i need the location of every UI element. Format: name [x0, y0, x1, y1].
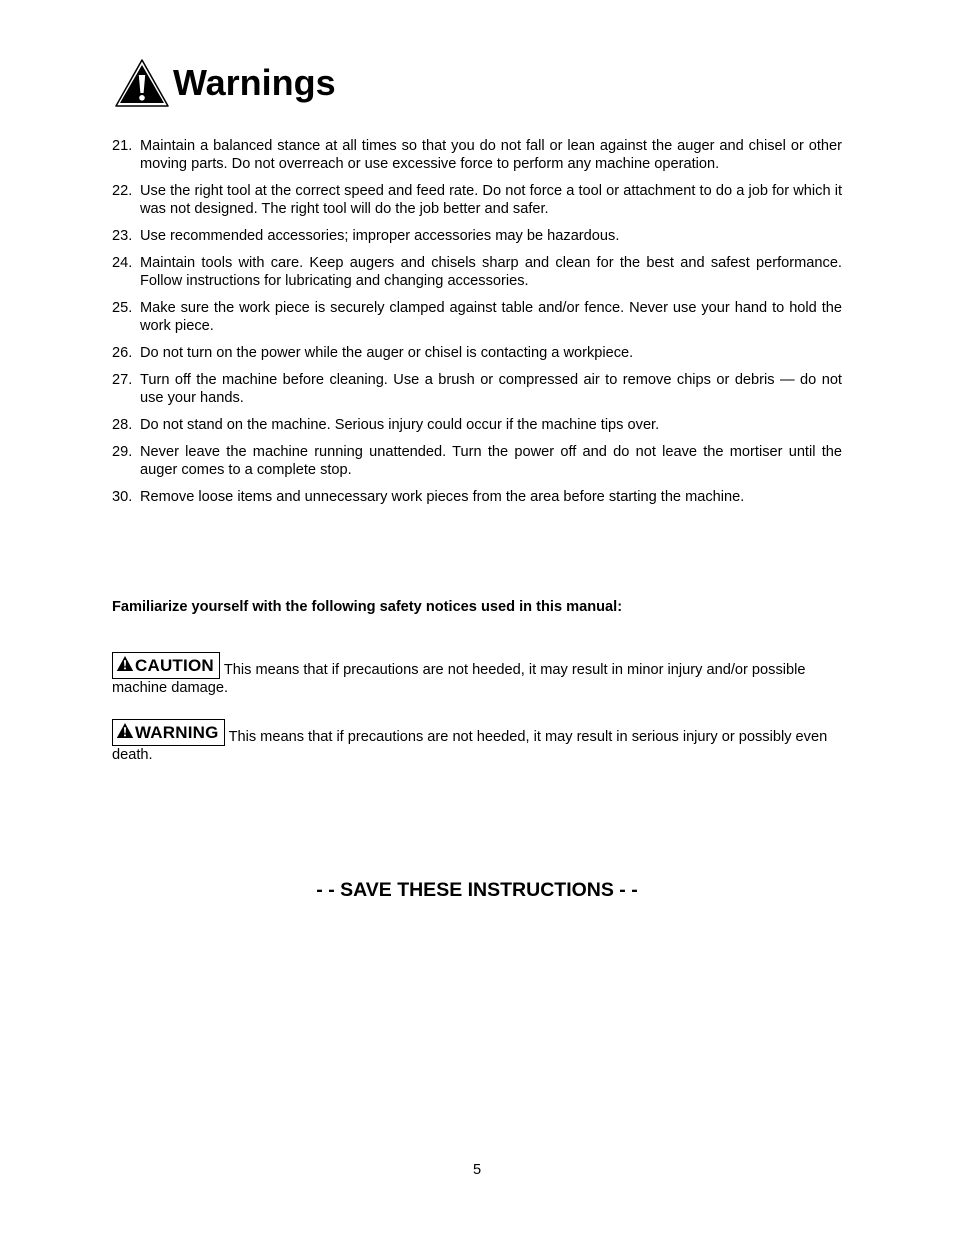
- list-item-number: 21.: [112, 138, 133, 154]
- warning-badge: [112, 719, 225, 746]
- safety-rules-list: [112, 137, 842, 515]
- list-item-number: 22.: [112, 183, 133, 199]
- list-item-number: 29.: [112, 444, 133, 460]
- caution-text: This means that if precautions are not heeded, it may result in minor injury and/or possible machine damage.: [112, 662, 806, 696]
- list-item-number: 27.: [112, 372, 133, 388]
- list-item-number: 24.: [112, 255, 133, 271]
- list-item-text: Never leave the machine running unattended. Turn the power off and do not leave the mortiser until the auger comes to a complete stop.: [140, 444, 842, 478]
- list-item-text: Maintain a balanced stance at all times so that you do not fall or lean against the auger and chisel or other moving parts. Do not overreach or use excessive force to perform any machine operation.: [140, 138, 842, 172]
- list-item: [112, 254, 842, 290]
- save-instructions-heading: - - SAVE THESE INSTRUCTIONS - -: [316, 879, 638, 901]
- list-item: [112, 227, 842, 245]
- list-item-number: 25.: [112, 300, 133, 316]
- list-item-text: Do not stand on the machine. Serious injury could occur if the machine tips over.: [140, 417, 660, 433]
- list-item: [112, 416, 842, 434]
- warning-notice: [112, 719, 842, 764]
- list-item-number: 23.: [112, 228, 133, 244]
- warning-text: This means that if precautions are not heeded, it may result in serious injury or possibly even death.: [112, 729, 828, 763]
- page-number: 5: [472, 1162, 482, 1178]
- list-item-text: Use recommended accessories; improper accessories may be hazardous.: [140, 228, 620, 244]
- list-item: [112, 344, 842, 362]
- warning-triangle-icon: [114, 58, 170, 108]
- list-item-text: Remove loose items and unnecessary work pieces from the area before starting the machine.: [140, 489, 745, 505]
- caution-badge: [112, 652, 220, 679]
- list-item: [112, 371, 842, 407]
- list-item: [112, 443, 842, 479]
- list-item: [112, 137, 842, 173]
- list-item: [112, 299, 842, 335]
- safety-notices-intro: Familiarize yourself with the following safety notices used in this manual:: [112, 599, 623, 615]
- list-item-text: Use the right tool at the correct speed and feed rate. Do not force a tool or attachment to do a job for which it was not designed. The right tool will do the job better and safer.: [140, 183, 842, 217]
- caution-label: CAUTION: [135, 655, 214, 675]
- list-item-text: Make sure the work piece is securely clamped against table and/or fence. Never use your hand to hold the work piece.: [140, 300, 842, 334]
- page-header: [114, 58, 336, 108]
- page-title: Warnings: [173, 62, 336, 103]
- warning-triangle-icon: [116, 722, 135, 743]
- list-item-number: 26.: [112, 345, 133, 361]
- list-item-text: Do not turn on the power while the auger or chisel is contacting a workpiece.: [140, 345, 634, 361]
- list-item: [112, 488, 842, 506]
- caution-notice: [112, 652, 842, 697]
- list-item-text: Turn off the machine before cleaning. Use a brush or compressed air to remove chips or debris — do not use your hands.: [140, 372, 842, 406]
- list-item-number: 30.: [112, 489, 133, 505]
- list-item: [112, 182, 842, 218]
- warning-label: WARNING: [135, 722, 219, 742]
- list-item-text: Maintain tools with care. Keep augers and chisels sharp and clean for the best and safest performance. Follow instructions for lubricating and changing accessories.: [140, 255, 842, 289]
- warning-triangle-icon: [116, 655, 135, 676]
- list-item-number: 28.: [112, 417, 133, 433]
